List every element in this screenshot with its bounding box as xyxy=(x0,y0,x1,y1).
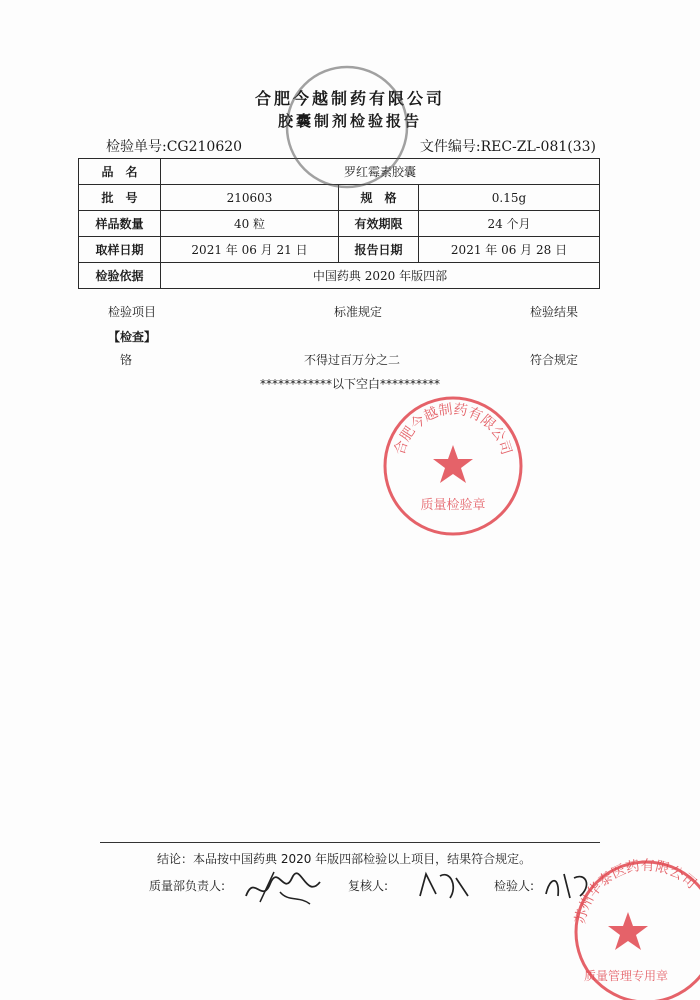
spec-label: 规 格 xyxy=(339,185,419,211)
result-standard: 不得过百万分之二 xyxy=(304,353,401,367)
signature-reviewer xyxy=(414,866,474,906)
qty-label: 样品数量 xyxy=(79,211,161,237)
corner-stamp-bottom-text: 质量管理专用章 xyxy=(583,969,669,983)
col-header-standard: 标准规定 xyxy=(334,305,383,319)
result-value: 符合规定 xyxy=(530,353,579,367)
batch-label: 批 号 xyxy=(79,185,161,211)
table-row xyxy=(79,211,600,237)
result-item: 铬 xyxy=(120,353,133,367)
sample-date-value: 2021 年 06 月 21 日 xyxy=(161,237,339,263)
reviewer-label: 复核人: xyxy=(348,879,389,893)
sample-date-label: 取样日期 xyxy=(79,237,161,263)
expiry-label: 有效期限 xyxy=(339,211,419,237)
section-label: 【检查】 xyxy=(108,330,157,344)
blank-marker: ************以下空白********** xyxy=(259,377,440,391)
spec-value: 0.15g xyxy=(419,185,600,211)
report-title: 胶囊制剂检验报告 xyxy=(277,112,422,130)
table-row xyxy=(79,237,600,263)
table-row xyxy=(79,263,600,289)
signature-qa-head xyxy=(240,866,328,910)
quality-stamp-arc-text: 合肥今越制药有限公司 xyxy=(391,401,515,457)
basis-value: 中国药典 2020 年版四部 xyxy=(161,263,600,289)
product-name-label: 品 名 xyxy=(79,159,161,185)
company-name: 合肥今越制药有限公司 xyxy=(254,89,445,108)
quality-stamp xyxy=(380,393,526,539)
product-name-value: 罗红霉素胶囊 xyxy=(161,159,600,185)
document-number: 文件编号:REC-ZL-081(33) xyxy=(419,139,596,155)
qty-value: 40 粒 xyxy=(161,211,339,237)
basis-label: 检验依据 xyxy=(79,263,161,289)
star-icon xyxy=(608,912,648,950)
col-header-item: 检验项目 xyxy=(108,305,157,319)
report-date-label: 报告日期 xyxy=(339,237,419,263)
corner-stamp-arc-text: 苏州华泰医药有限公司 xyxy=(572,857,700,926)
qa-head-label: 质量部负责人: xyxy=(149,879,226,893)
col-header-result: 检验结果 xyxy=(530,305,579,319)
expiry-value: 24 个月 xyxy=(419,211,600,237)
footer-divider xyxy=(100,842,600,843)
inspector-label: 检验人: xyxy=(494,879,535,893)
inspection-number: 检验单号:CG210620 xyxy=(106,139,243,155)
signature-inspector xyxy=(540,866,600,906)
star-icon xyxy=(433,445,473,483)
header-stamp xyxy=(282,62,412,192)
quality-stamp-bottom-text: 质量检验章 xyxy=(420,498,486,513)
conclusion: 结论：本品按中国药典 2020 年版四部检验以上项目，结果符合规定。 xyxy=(157,852,532,866)
batch-value: 210603 xyxy=(161,185,339,211)
report-date-value: 2021 年 06 月 28 日 xyxy=(419,237,600,263)
